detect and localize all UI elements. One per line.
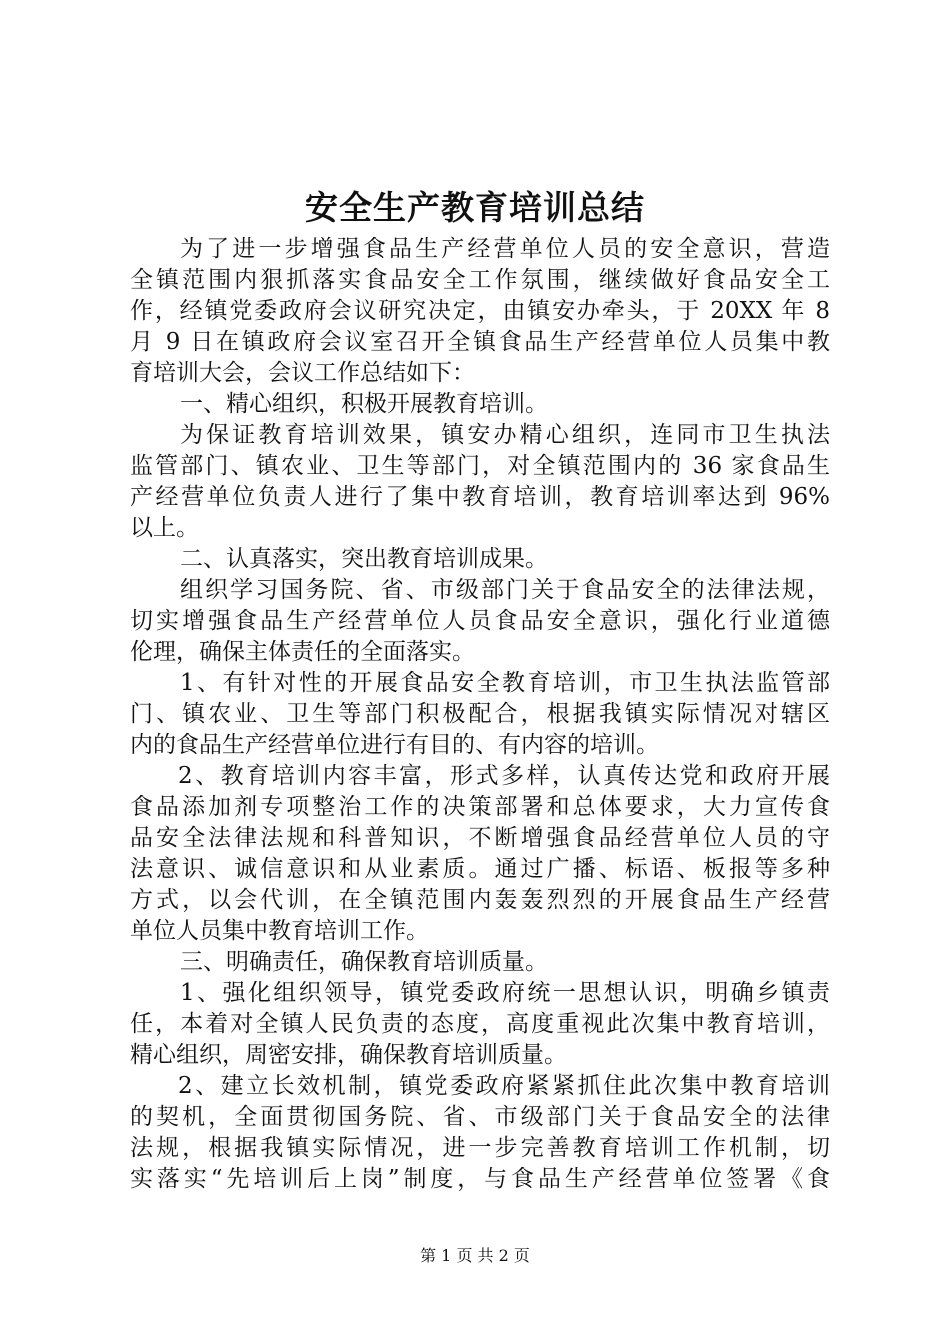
body-line: 组织学习国务院、省、市级部门关于食品安全的法律法规， (180, 577, 830, 603)
body-line: 为保证教育培训效果，镇安办精心组织，连同市卫生执法 (180, 422, 830, 448)
body-line: 法规，根据我镇实际情况，进一步完善教育培训工作机制，切 (130, 1135, 830, 1161)
document-title: 安全生产教育培训总结 (305, 188, 645, 227)
body-line: 以上。 (130, 515, 199, 541)
body-line: 2、教育培训内容丰富，形式多样，认真传达党和政府开展 (178, 763, 830, 789)
section-heading: 一、精心组织，积极开展教育培训。 (180, 391, 548, 417)
body-line: 1、有针对性的开展食品安全教育培训，市卫生执法监管部 (180, 670, 830, 696)
body-line: 精心组织，周密安排，确保教育培训质量。 (130, 1042, 567, 1068)
section-heading: 二、认真落实，突出教育培训成果。 (180, 546, 548, 572)
body-line: 的契机，全面贯彻国务院、省、市级部门关于食品安全的法律 (130, 1104, 830, 1130)
body-line: 作，经镇党委政府会议研究决定，由镇安办牵头，于 20XX 年 8 (130, 298, 830, 324)
body-line: 2、建立长效机制，镇党委政府紧紧抓住此次集中教育培训 (178, 1073, 830, 1099)
body-line: 门、镇农业、卫生等部门积极配合，根据我镇实际情况对辖区 (130, 701, 830, 727)
body-line: 为了进一步增强食品生产经营单位人员的安全意识，营造 (180, 236, 830, 262)
body-line: 内的食品生产经营单位进行有目的、有内容的培训。 (130, 732, 659, 758)
body-line: 食品添加剂专项整治工作的决策部署和总体要求，大力宣传食 (130, 794, 830, 820)
body-line: 1、强化组织领导，镇党委政府统一思想认识，明确乡镇责 (180, 980, 830, 1006)
page-footer: 第 1 页 共 2 页 (420, 1246, 530, 1265)
body-line: 单位人员集中教育培训工作。 (130, 918, 429, 944)
body-line: 品安全法律法规和科普知识，不断增强食品经营单位人员的守 (130, 825, 830, 851)
body-line: 切实增强食品生产经营单位人员食品安全意识，强化行业道德 (130, 608, 830, 634)
body-line: 任，本着对全镇人民负责的态度，高度重视此次集中教育培训， (130, 1011, 830, 1037)
body-line: 育培训大会，会议工作总结如下： (130, 360, 475, 386)
body-line: 全镇范围内狠抓落实食品安全工作氛围，继续做好食品安全工 (130, 267, 830, 293)
body-line: 伦理，确保主体责任的全面落实。 (130, 639, 475, 665)
body-line: 方式，以会代训，在全镇范围内轰轰烈烈的开展食品生产经营 (130, 887, 830, 913)
body-line: 月 9 日在镇政府会议室召开全镇食品生产经营单位人员集中教 (130, 329, 830, 355)
section-heading: 三、明确责任，确保教育培训质量。 (180, 949, 548, 975)
body-line: 实落实“先培训后上岗”制度，与食品生产经营单位签署《食 (130, 1166, 830, 1192)
body-line: 法意识、诚信意识和从业素质。通过广播、标语、板报等多种 (130, 856, 830, 882)
body-line: 产经营单位负责人进行了集中教育培训，教育培训率达到 96% (130, 484, 830, 510)
body-line: 监管部门、镇农业、卫生等部门，对全镇范围内的 36 家食品生 (130, 453, 830, 479)
